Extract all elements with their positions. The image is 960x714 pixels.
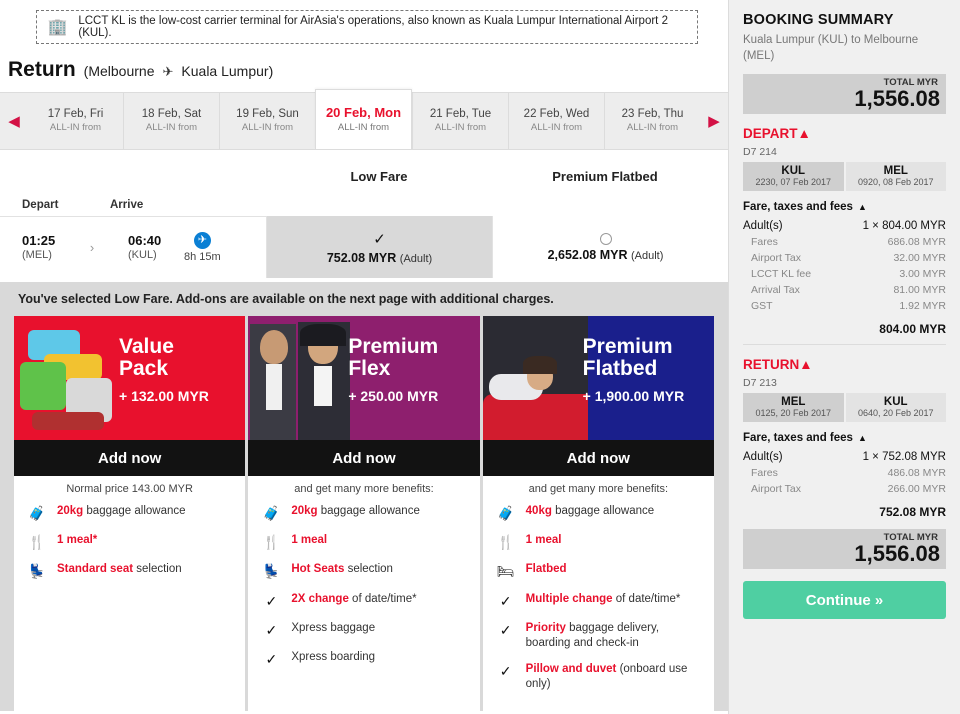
bundle-title-block bbox=[583, 336, 706, 404]
date-label: 18 Feb, Sat bbox=[141, 107, 202, 120]
feature-text: baggage allowance bbox=[83, 505, 186, 517]
total-value: 1,556.08 bbox=[854, 541, 940, 567]
check-icon: ✓ bbox=[265, 650, 278, 667]
bundle-premium-flatbed bbox=[483, 316, 714, 711]
destination-code: KUL bbox=[883, 396, 908, 409]
fee-row bbox=[743, 252, 946, 264]
summary-title: BOOKING SUMMARY bbox=[743, 12, 894, 28]
summary-total-top bbox=[743, 74, 946, 114]
destination-label: Kuala Lumpur) bbox=[181, 63, 274, 79]
date-sublabel: ALL-IN from bbox=[337, 121, 390, 133]
bundle-price: + 250.00 MYR bbox=[348, 388, 439, 405]
depart-origin bbox=[743, 162, 844, 191]
arrive-col-label: Arrive bbox=[110, 199, 144, 211]
feature-highlight: Flatbed bbox=[525, 563, 567, 576]
bundle-title-line2: Flex bbox=[348, 357, 391, 381]
prev-arrow-icon[interactable]: ◀ bbox=[8, 113, 20, 130]
total-value: 1,556.08 bbox=[854, 86, 940, 112]
bundle-price: + 1,900.00 MYR bbox=[582, 388, 685, 405]
summary-total-bottom bbox=[743, 529, 946, 569]
date-sublabel: ALL-IN from bbox=[241, 122, 294, 134]
premium-flatbed-option[interactable] bbox=[492, 216, 718, 278]
add-now-button-value-pack[interactable]: Add now bbox=[14, 440, 245, 476]
selection-info-bar: You've selected Low Fare. Add-ons are available on the next page with additional charges. bbox=[0, 282, 728, 316]
caret-up-icon: ▲ bbox=[797, 126, 811, 142]
bundle-value-pack bbox=[14, 316, 245, 711]
feature-text: of date/time* bbox=[612, 592, 681, 605]
bundle-hero bbox=[483, 316, 714, 440]
check-icon: ✓ bbox=[499, 662, 512, 679]
feature-item bbox=[260, 533, 469, 551]
feature-item bbox=[495, 662, 704, 692]
pax-label: Adult(s) bbox=[743, 451, 783, 464]
date-sublabel: ALL-IN from bbox=[49, 122, 102, 134]
feature-item bbox=[495, 562, 704, 580]
date-label: 20 Feb, Mon bbox=[325, 105, 402, 121]
return-origin bbox=[743, 393, 844, 422]
booking-summary-panel bbox=[728, 0, 960, 714]
date-option[interactable] bbox=[604, 93, 700, 149]
bundle-subnote: Normal price 143.00 MYR bbox=[66, 483, 193, 495]
duration-block bbox=[184, 232, 221, 263]
meal-icon: 🍴 bbox=[28, 534, 46, 551]
feature-item bbox=[260, 650, 469, 668]
depart-heading-label: DEPART bbox=[743, 126, 798, 142]
flatbed-sleeper-image bbox=[483, 316, 588, 440]
low-fare-header: Low Fare bbox=[350, 168, 408, 184]
fee-value: 486.08 MYR bbox=[887, 467, 946, 480]
low-fare-option[interactable] bbox=[266, 216, 492, 278]
feature-item bbox=[495, 592, 704, 610]
date-option[interactable] bbox=[219, 93, 315, 149]
bundle-features bbox=[14, 502, 245, 600]
fee-label: Fares bbox=[751, 467, 778, 480]
total-label: TOTAL MYR bbox=[883, 77, 938, 89]
date-sublabel: ALL-IN from bbox=[530, 122, 583, 134]
low-fare-pax: (Adult) bbox=[399, 252, 433, 265]
total-label: TOTAL MYR bbox=[883, 532, 938, 544]
fee-row bbox=[743, 268, 946, 280]
feature-highlight: 1 meal bbox=[525, 534, 562, 547]
feature-text: baggage allowance bbox=[551, 505, 655, 517]
fees-label: Fare, taxes and fees bbox=[743, 432, 853, 445]
add-now-button-premium-flatbed[interactable]: Add now bbox=[483, 440, 714, 476]
fee-row bbox=[743, 483, 946, 495]
feature-text: Xpress baggage bbox=[291, 621, 376, 634]
bundle-features bbox=[483, 502, 714, 711]
fee-value: 1.92 MYR bbox=[899, 300, 946, 313]
fee-label: LCCT KL fee bbox=[751, 268, 812, 281]
fee-label: Fares bbox=[751, 236, 778, 249]
continue-button[interactable]: Continue » bbox=[743, 581, 946, 619]
check-icon: ✓ bbox=[499, 621, 512, 638]
feature-item bbox=[26, 533, 235, 551]
return-flight-number: D7 213 bbox=[743, 377, 777, 390]
date-option-selected[interactable] bbox=[315, 89, 412, 149]
fee-row bbox=[743, 284, 946, 296]
depart-section-heading[interactable] bbox=[743, 126, 946, 141]
depart-od-box bbox=[743, 162, 946, 191]
bundle-title-line2: Pack bbox=[119, 357, 169, 381]
arrive-block bbox=[106, 233, 184, 263]
check-icon: ✓ bbox=[265, 621, 278, 638]
feature-item bbox=[495, 533, 704, 551]
origin-datetime: 2230, 07 Feb 2017 bbox=[755, 177, 832, 188]
bundle-price: + 132.00 MYR bbox=[119, 388, 209, 405]
trip-type-label: Return bbox=[8, 58, 76, 81]
bundle-hero bbox=[248, 316, 479, 440]
date-option[interactable] bbox=[123, 93, 219, 149]
feature-text: of date/time* bbox=[348, 592, 417, 605]
return-od-box bbox=[743, 393, 946, 422]
feature-highlight: 2X change bbox=[291, 592, 349, 605]
feature-item bbox=[260, 592, 469, 610]
bundle-title-line2: Flatbed bbox=[582, 357, 658, 381]
date-label: 23 Feb, Thu bbox=[621, 107, 684, 120]
fee-label: Arrival Tax bbox=[751, 284, 800, 297]
feature-highlight: Standard seat bbox=[57, 563, 134, 576]
date-option[interactable] bbox=[412, 93, 508, 149]
next-arrow-icon[interactable]: ▶ bbox=[708, 113, 720, 130]
feature-text: Xpress boarding bbox=[291, 650, 376, 663]
return-subtotal: 752.08 MYR bbox=[879, 505, 946, 520]
destination-datetime: 0920, 08 Feb 2017 bbox=[857, 177, 934, 188]
low-fare-price bbox=[327, 251, 432, 265]
feature-highlight: Pillow and duvet bbox=[525, 662, 617, 675]
route-header bbox=[8, 58, 728, 82]
feature-item bbox=[26, 504, 235, 522]
depart-time: 01:25 bbox=[22, 232, 56, 248]
destination-code: MEL bbox=[883, 165, 908, 178]
arrow-right-icon: › bbox=[89, 240, 95, 255]
date-label: 22 Feb, Wed bbox=[523, 107, 590, 120]
return-pax-row bbox=[743, 451, 946, 463]
bundle-title-line1: Premium bbox=[348, 335, 439, 358]
bundle-subnote: and get many more benefits: bbox=[294, 483, 434, 495]
feature-highlight: 1 meal bbox=[291, 534, 328, 547]
bundle-premium-flex bbox=[248, 316, 479, 711]
fee-label: Airport Tax bbox=[751, 483, 801, 496]
flight-times bbox=[0, 216, 266, 278]
premium-flatbed-price bbox=[548, 248, 664, 262]
baggage-icon: 🧳 bbox=[496, 505, 515, 521]
meal-icon: 🍴 bbox=[262, 534, 281, 551]
fee-value: 3.00 MYR bbox=[899, 268, 946, 281]
fee-value: 686.08 MYR bbox=[887, 236, 946, 249]
info-icon[interactable]: ✈ bbox=[194, 232, 211, 249]
origin-datetime: 0125, 20 Feb 2017 bbox=[755, 408, 832, 419]
depart-flight-number: D7 214 bbox=[743, 146, 777, 159]
bundle-subnote: and get many more benefits: bbox=[528, 483, 669, 495]
premium-flatbed-pax: (Adult) bbox=[631, 249, 664, 262]
feature-item bbox=[260, 504, 469, 522]
bundle-title-line1: Premium bbox=[582, 335, 673, 358]
fee-label: Airport Tax bbox=[751, 252, 801, 265]
date-label: 21 Feb, Tue bbox=[429, 107, 492, 120]
arrive-airport: (KUL) bbox=[128, 248, 157, 261]
business-people-image bbox=[248, 316, 353, 440]
fare-column-headers bbox=[0, 158, 728, 194]
check-icon: ✓ bbox=[265, 592, 278, 609]
feature-highlight: Priority bbox=[525, 621, 566, 634]
feature-highlight: 40kg bbox=[525, 505, 552, 517]
feature-text: baggage delivery, boarding and check-in bbox=[525, 621, 660, 649]
date-sublabel: ALL-IN from bbox=[626, 122, 679, 134]
date-list bbox=[28, 93, 700, 149]
feature-highlight: Multiple change bbox=[525, 592, 613, 605]
divider bbox=[743, 344, 946, 345]
date-sublabel: ALL-IN from bbox=[434, 122, 487, 134]
depart-airport: (MEL) bbox=[22, 248, 52, 261]
premium-flatbed-header: Premium Flatbed bbox=[552, 168, 658, 184]
arrive-time: 06:40 bbox=[128, 232, 162, 248]
date-sublabel: ALL-IN from bbox=[145, 122, 198, 134]
premium-flatbed-amount: 2,652.08 MYR bbox=[547, 247, 628, 262]
depart-fees-toggle[interactable] bbox=[743, 201, 946, 213]
origin-label: (Melbourne bbox=[83, 63, 155, 79]
bundle-title-block bbox=[348, 336, 471, 404]
feature-text: baggage allowance bbox=[317, 505, 420, 517]
flatbed-icon: 🛏 bbox=[496, 563, 515, 580]
seat-icon: 💺 bbox=[28, 563, 46, 580]
feature-highlight: Hot Seats bbox=[291, 563, 345, 576]
feature-item bbox=[26, 562, 235, 580]
destination-datetime: 0640, 20 Feb 2017 bbox=[857, 408, 934, 419]
date-label: 17 Feb, Fri bbox=[47, 107, 104, 120]
date-option[interactable] bbox=[508, 93, 604, 149]
fee-row bbox=[743, 300, 946, 312]
check-icon: ✓ bbox=[499, 592, 512, 609]
feature-text: (onboard use only) bbox=[525, 662, 688, 690]
feature-highlight: 1 meal* bbox=[57, 534, 98, 547]
origin-code: KUL bbox=[781, 165, 806, 178]
add-now-button-premium-flex[interactable]: Add now bbox=[248, 440, 479, 476]
meal-icon: 🍴 bbox=[496, 534, 515, 551]
fee-label: GST bbox=[751, 300, 773, 313]
return-fees-toggle[interactable] bbox=[743, 432, 946, 444]
fee-value: 81.00 MYR bbox=[893, 284, 946, 297]
pax-label: Adult(s) bbox=[743, 220, 783, 233]
flight-table-header bbox=[0, 194, 728, 216]
feature-highlight: 20kg bbox=[57, 505, 84, 517]
notice-text: LCCT KL is the low-cost carrier terminal for AirAsia's operations, also known as Kuala Lumpur International Airport 2 (KUL). bbox=[78, 15, 668, 39]
feature-item bbox=[260, 562, 469, 580]
fee-value: 32.00 MYR bbox=[893, 252, 946, 265]
flight-row bbox=[0, 216, 728, 278]
check-icon: ✓ bbox=[373, 230, 386, 248]
fee-value: 266.00 MYR bbox=[887, 483, 946, 496]
bundle-list bbox=[0, 316, 728, 711]
duration-label: 8h 15m bbox=[184, 251, 221, 263]
feature-highlight: 20kg bbox=[291, 505, 318, 517]
baggage-icon: 🧳 bbox=[262, 505, 281, 521]
feature-item bbox=[260, 621, 469, 639]
hot-seat-icon: 💺 bbox=[262, 563, 281, 580]
low-fare-amount: 752.08 MYR bbox=[326, 250, 397, 265]
feature-item bbox=[495, 621, 704, 651]
depart-block bbox=[0, 233, 78, 263]
fees-label: Fare, taxes and fees bbox=[743, 201, 853, 214]
caret-up-icon: ▲ bbox=[857, 202, 867, 213]
fee-row bbox=[743, 236, 946, 248]
depart-destination bbox=[846, 162, 947, 191]
date-selector bbox=[0, 92, 728, 150]
return-destination bbox=[846, 393, 947, 422]
fee-row bbox=[743, 467, 946, 479]
bundle-features bbox=[248, 502, 479, 687]
return-section-heading[interactable] bbox=[743, 357, 946, 372]
radio-unselected-icon[interactable] bbox=[600, 233, 612, 245]
caret-up-icon: ▲ bbox=[857, 433, 867, 444]
bundle-title-line1: Value bbox=[119, 335, 174, 358]
feature-item bbox=[495, 504, 704, 522]
date-label: 19 Feb, Sun bbox=[236, 107, 299, 120]
lcct-notice bbox=[36, 10, 698, 44]
caret-up-icon: ▲ bbox=[799, 357, 813, 373]
origin-code: MEL bbox=[781, 396, 806, 409]
depart-pax-row bbox=[743, 220, 946, 232]
feature-text: selection bbox=[344, 563, 393, 576]
baggage-icon: 🧳 bbox=[28, 505, 46, 521]
pax-value: 1 × 804.00 MYR bbox=[862, 220, 946, 233]
feature-text: selection bbox=[133, 563, 182, 576]
depart-col-label: Depart bbox=[22, 199, 59, 211]
airport-terminal-icon: 🏢 bbox=[45, 14, 70, 40]
return-heading-label: RETURN bbox=[743, 357, 800, 373]
date-option[interactable] bbox=[28, 93, 123, 149]
bundle-title-block bbox=[119, 336, 237, 404]
plane-icon: ✈ bbox=[162, 64, 174, 79]
depart-subtotal: 804.00 MYR bbox=[879, 322, 946, 337]
pax-value: 1 × 752.08 MYR bbox=[862, 451, 946, 464]
luggage-stack-image bbox=[14, 316, 119, 440]
bundle-hero bbox=[14, 316, 245, 440]
summary-route: Kuala Lumpur (KUL) to Melbourne (MEL) bbox=[743, 34, 919, 62]
